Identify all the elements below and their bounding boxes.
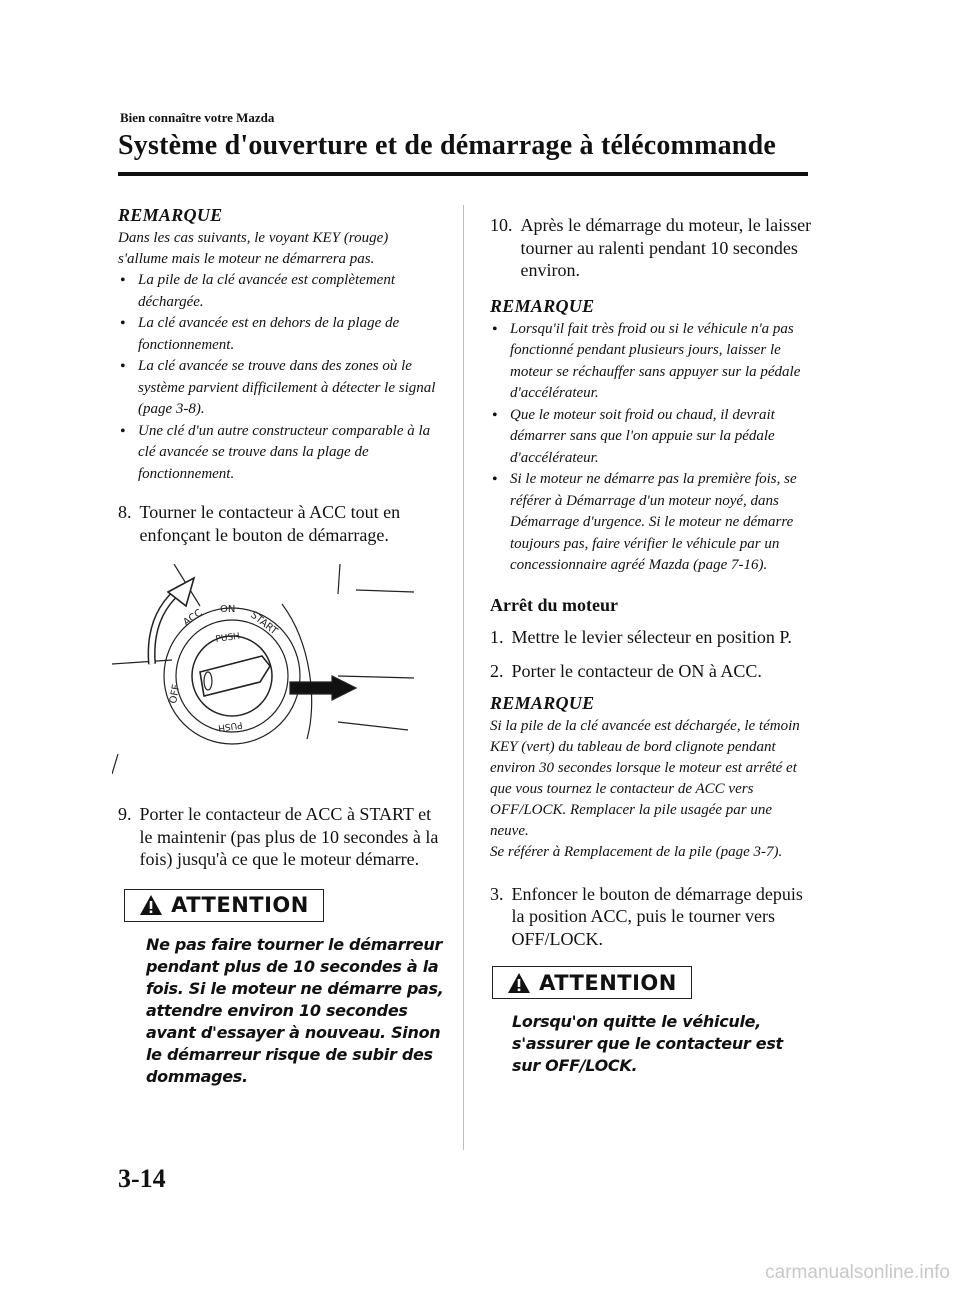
dash-line: [112, 660, 172, 664]
label-on: ON: [220, 604, 236, 615]
ignition-switch-illustration: [112, 564, 442, 784]
watermark: carmanualsonline.info: [765, 1262, 950, 1283]
label-push-top: PUSH: [215, 631, 241, 645]
step-text: Tourner le contacteur à ACC tout en enfonçant le bouton de démarrage.: [139, 502, 401, 545]
attention-label: ATTENTION: [539, 970, 677, 995]
note-block: [118, 205, 440, 485]
section-heading: Arrêt du moteur: [490, 594, 618, 615]
step-number: 3.: [490, 883, 504, 904]
attention-text: Ne pas faire tourner le démarreur pendant plus de 10 secondes à la fois. Si le moteur ne démarre pas, attendre environ 10 secondes avant d'essayer à nouveau. Sinon le démarreur risque de subir des dommages.: [146, 934, 444, 1086]
section-label: Bien connaître votre Mazda: [120, 110, 275, 125]
step-text: Enfoncer le bouton de démarrage depuis la position ACC, puis le tourner vers OFF/LOCK.: [511, 883, 803, 949]
dash-line: [112, 754, 118, 774]
attention-block: [492, 966, 812, 1077]
label-push-bottom: PUSH: [217, 719, 243, 733]
attention-header: [124, 889, 324, 922]
warning-icon: [139, 894, 163, 916]
left-column: [118, 205, 444, 1088]
list-item: • Que le moteur soit froid ou chaud, il devrait démarrer sans que l'on appuie sur la pédale d'accélérateur.: [490, 405, 812, 470]
title-rule: [118, 172, 808, 176]
knob-handle: [200, 656, 270, 696]
list-item: • Une clé d'un autre constructeur comparable à la clé avancée se trouve dans la plage de fonctionnement.: [118, 421, 440, 486]
step-text: Porter le contacteur de ACC à START et le maintenir (pas plus de 10 secondes à la fois) jusqu'à ce que le moteur démarre.: [139, 804, 439, 869]
page-number: 3-14: [118, 1164, 166, 1193]
stop-step-3: [490, 883, 812, 951]
note-heading: REMARQUE: [118, 205, 223, 225]
dash-line: [338, 564, 340, 594]
dash-line: [338, 676, 414, 678]
note-reference: Se référer à Remplacement de la pile (page 3-7).: [490, 843, 783, 860]
step-9: [118, 803, 440, 871]
attention-block: [124, 889, 444, 1088]
dash-line: [338, 722, 408, 730]
note-list: [490, 319, 812, 577]
note-list: [118, 270, 440, 485]
list-item: • La clé avancée est en dehors de la plage de fonctionnement.: [118, 313, 440, 356]
step-8: [118, 501, 440, 546]
stop-step-1: [490, 626, 812, 649]
list-item: • La pile de la clé avancée est complètement déchargée.: [118, 270, 440, 313]
step-number: 1.: [490, 626, 504, 647]
right-column: [490, 214, 812, 1077]
attention-text: Lorsqu'on quitte le véhicule, s'assurer que le contacteur est sur OFF/LOCK.: [512, 1012, 783, 1075]
step-text: Après le démarrage du moteur, le laisser tourner au ralenti pendant 10 secondes environ.: [520, 215, 812, 280]
stop-step-2: [490, 660, 812, 683]
label-off: OFF: [168, 683, 183, 705]
note-heading: REMARQUE: [490, 295, 595, 316]
dash-line: [356, 590, 414, 592]
attention-label: ATTENTION: [171, 893, 309, 917]
note-block: [490, 296, 812, 577]
label-start: START: [248, 609, 280, 638]
note-heading: REMARQUE: [490, 692, 595, 713]
step-text: Mettre le levier sélecteur en position P.: [511, 626, 792, 647]
note-block: [490, 693, 812, 863]
list-item: • Lorsqu'il fait très froid ou si le véhicule n'a pas fonctionné pendant plusieurs jours, laisser le moteur se réchauffer sans appuyer sur la pédale d'accélérateur.: [490, 319, 812, 405]
column-divider: [463, 205, 464, 1150]
warning-icon: [507, 972, 531, 994]
page-title: Système d'ouverture et de démarrage à télécommande: [118, 130, 776, 161]
step-10: [490, 214, 812, 282]
panel-curve: [282, 604, 312, 739]
list-item: • Si le moteur ne démarre pas la première fois, se référer à Démarrage d'un moteur noyé, dans Démarrage d'urgence. Si le moteur ne démarre toujours pas, faire vérifier le véhicule par un concessionnaire agréé Mazda (page 7-16).: [490, 469, 812, 577]
label-acc: ACC: [181, 607, 205, 629]
step-number: 2.: [490, 661, 504, 681]
note-text: Si la pile de la clé avancée est déchargée, le témoin KEY (vert) du tableau de bord clignote pendant environ 30 secondes lorsque le moteur est arrêté et que vous tournez le contacteur de ACC vers OFF/LOCK. Remplacer la pile usagée par une neuve.: [490, 717, 800, 839]
step-number: 8.: [118, 502, 132, 522]
step-number: 10.: [490, 215, 513, 235]
step-text: Porter le contacteur de ON à ACC.: [511, 661, 762, 681]
step-number: 9.: [118, 804, 132, 824]
list-item: • La clé avancée se trouve dans des zones où le système parvient difficilement à détecter le signal (page 3-8).: [118, 356, 440, 421]
ignition-figure: [112, 564, 440, 789]
note-intro: Dans les cas suivants, le voyant KEY (rouge) s'allume mais le moteur ne démarrera pas.: [118, 230, 389, 267]
attention-header: [492, 966, 692, 999]
